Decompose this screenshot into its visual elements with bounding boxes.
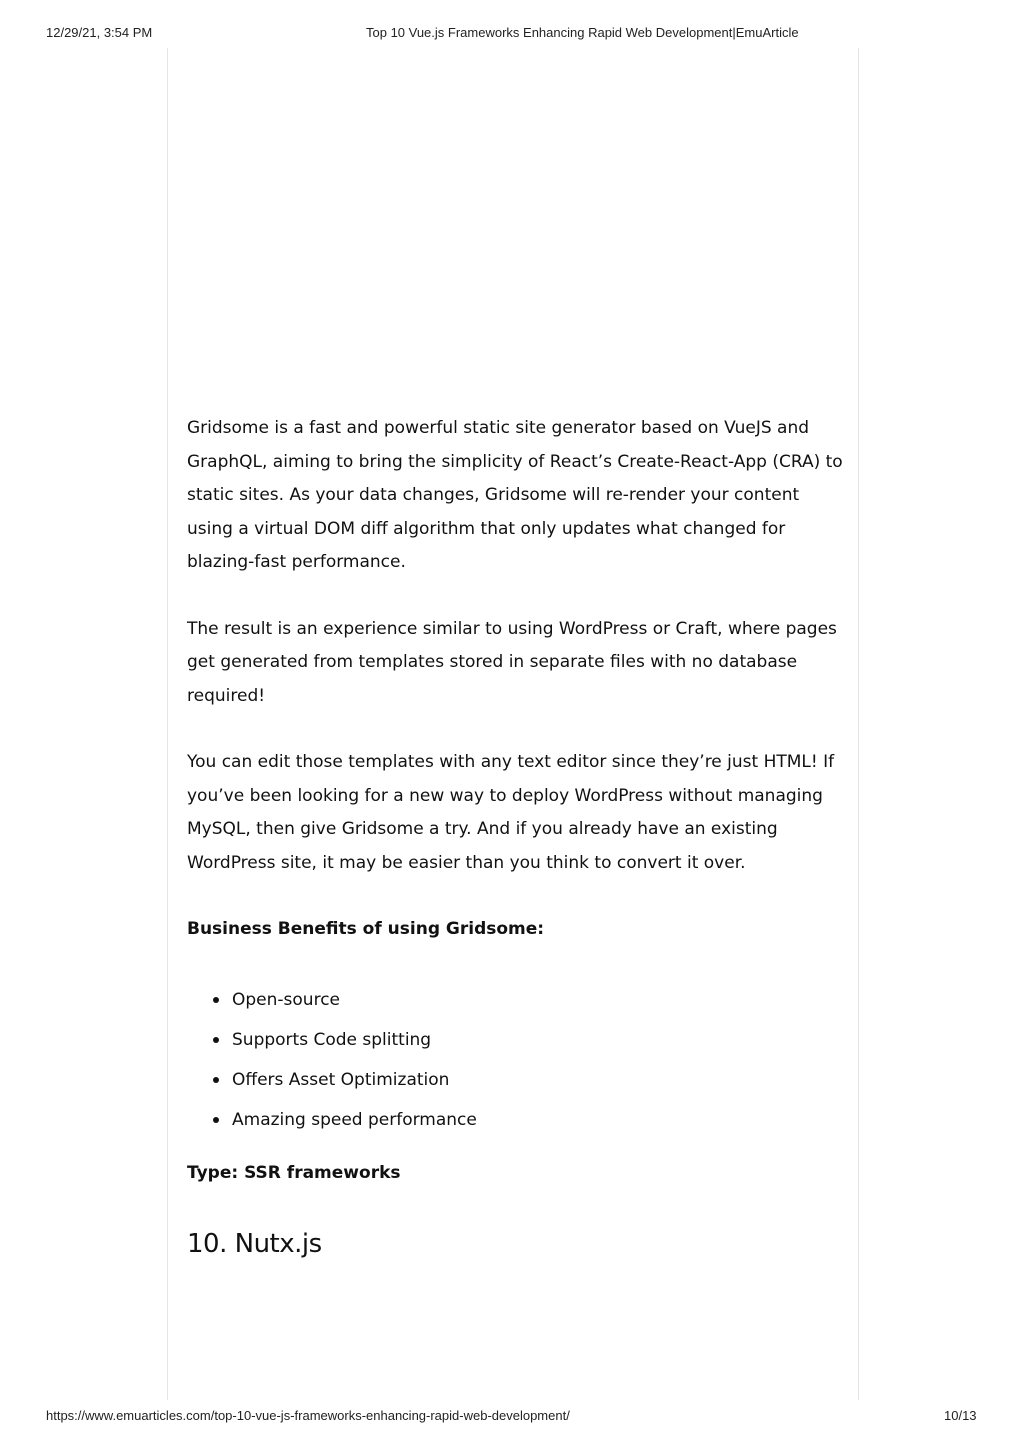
bullet-icon: [213, 1077, 219, 1083]
list-item: [232, 980, 843, 1020]
ad-placeholder: [168, 48, 858, 398]
list-item: [232, 1060, 843, 1100]
bullet-icon: [213, 1117, 219, 1123]
bullet-icon: [213, 997, 219, 1003]
benefit-label: Amazing speed performance: [232, 1109, 477, 1130]
section-heading: 10. Nutx.js: [187, 1229, 322, 1259]
paragraph-templates: You can edit those templates with any text editor since they’re just HTML! If you’ve been looking for a new way to deploy WordPress without managing MySQL, then give Gridsome a try. And if you already have an existing WordPress site, it may be easier than you think to convert it over.: [187, 752, 835, 873]
paragraph-result: The result is an experience similar to using WordPress or Craft, where pages get generated from templates stored in separate files with no database required!: [187, 618, 837, 706]
article-column: [167, 48, 859, 1400]
bullet-icon: [213, 1037, 219, 1043]
print-header-title: Top 10 Vue.js Frameworks Enhancing Rapid Web Development|EmuArticle: [366, 25, 799, 40]
benefit-label: Offers Asset Optimization: [232, 1069, 450, 1090]
paragraph-intro: Gridsome is a fast and powerful static site generator based on VueJS and GraphQL, aiming to bring the simplicity of React’s Create-React-App (CRA) to static sites. As your data changes, Gridsome will re-render your content using a virtual DOM diff algorithm that only updates what changed for blazing-fast performance.: [187, 418, 843, 572]
type-label: Type: SSR frameworks: [187, 1162, 401, 1183]
print-footer-page-number: 10/13: [944, 1408, 977, 1423]
list-item: [232, 1020, 843, 1060]
benefit-label: Supports Code splitting: [232, 1029, 432, 1050]
list-item: [232, 1100, 843, 1140]
article-body: [187, 412, 843, 1264]
benefit-label: Open-source: [232, 989, 340, 1010]
benefits-heading: Business Benefits of using Gridsome:: [187, 919, 545, 939]
print-header-date: 12/29/21, 3:54 PM: [46, 25, 153, 40]
benefits-list: [187, 980, 843, 1140]
print-footer-url: https://www.emuarticles.com/top-10-vue-js-frameworks-enhancing-rapid-web-development/: [46, 1408, 570, 1423]
